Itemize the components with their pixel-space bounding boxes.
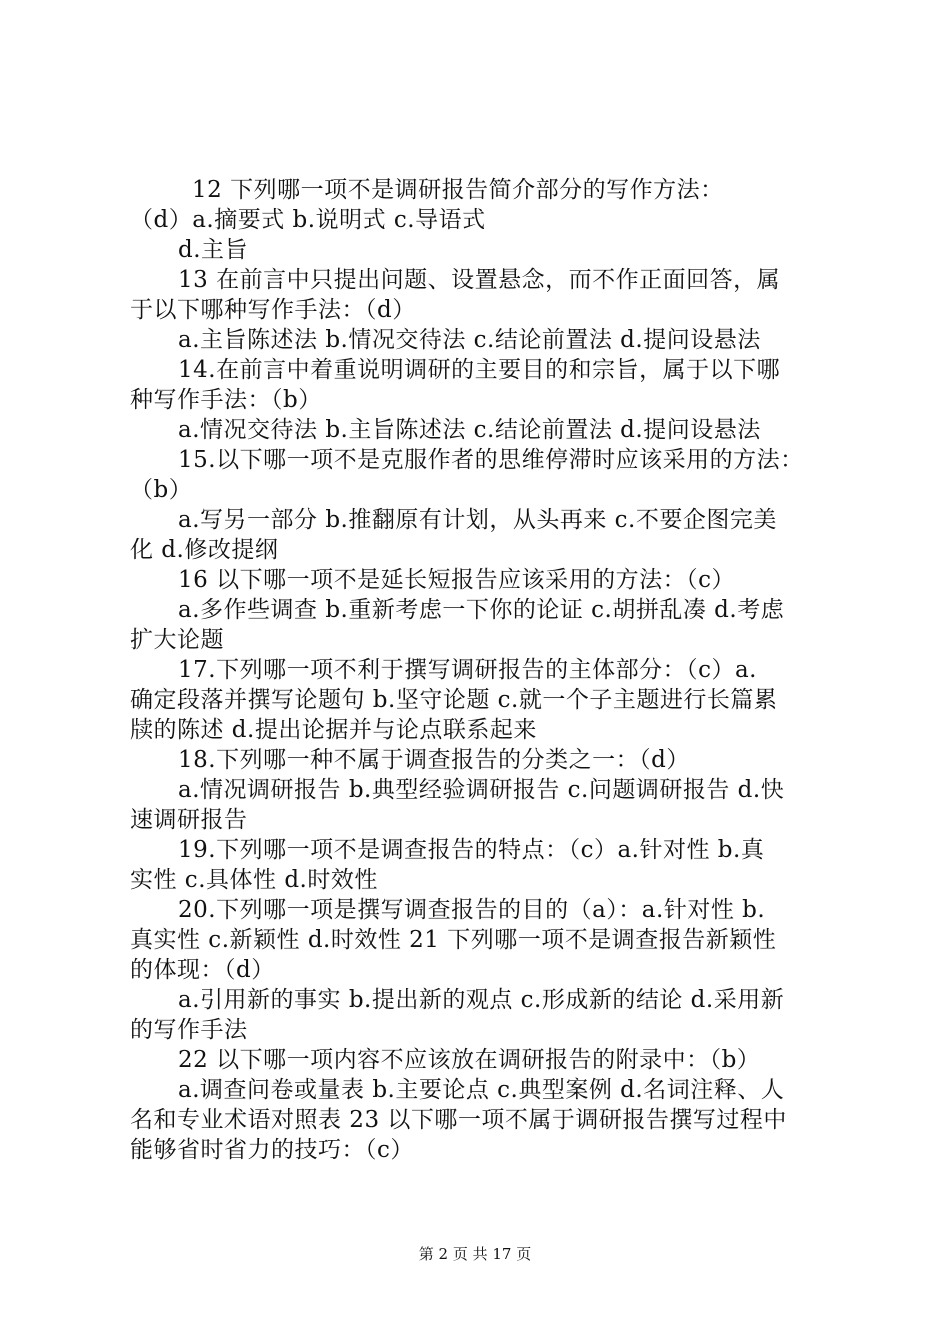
document-body bbox=[130, 175, 830, 1165]
text-line: 的写作手法 bbox=[130, 1017, 248, 1043]
text-line: 确定段落并撰写论题句 b.坚守论题 c.就一个子主题进行长篇累 bbox=[130, 687, 778, 713]
text-line: a.引用新的事实 b.提出新的观点 c.形成新的结论 d.采用新 bbox=[178, 987, 785, 1013]
page-footer: 第 2 页 共 17 页 bbox=[418, 1245, 532, 1263]
text-line: 能够省时省力的技巧：（c） bbox=[130, 1137, 414, 1163]
text-line: 16 以下哪一项不是延长短报告应该采用的方法：（c） bbox=[178, 567, 735, 593]
text-line: 的体现：（d） bbox=[130, 957, 275, 983]
text-line: 扩大论题 bbox=[130, 627, 224, 653]
text-line: a.写另一部分 b.推翻原有计划，从头再来 c.不要企图完美 bbox=[178, 507, 777, 533]
text-line: 15.以下哪一项不是克服作者的思维停滞时应该采用的方法： bbox=[178, 447, 804, 473]
text-line: a.主旨陈述法 b.情况交待法 c.结论前置法 d.提问设悬法 bbox=[178, 327, 761, 353]
text-line: 20.下列哪一项是撰写调查报告的目的（a）：a.针对性 b. bbox=[178, 897, 766, 923]
text-line: 19.下列哪一项不是调查报告的特点：（c）a.针对性 b.真 bbox=[178, 837, 765, 863]
text-line: a.情况交待法 b.主旨陈述法 c.结论前置法 d.提问设悬法 bbox=[178, 417, 761, 443]
text-line: （b） bbox=[130, 477, 193, 503]
text-line: 18.下列哪一种不属于调查报告的分类之一：（d） bbox=[178, 747, 690, 773]
text-line: a.多作些调查 b.重新考虑一下你的论证 c.胡拼乱凑 d.考虑 bbox=[178, 597, 785, 623]
text-line: 速调研报告 bbox=[130, 807, 248, 833]
text-line: 实性 c.具体性 d.时效性 bbox=[130, 867, 378, 893]
text-line: 17.下列哪一项不利于撰写调研报告的主体部分：（c）a. bbox=[178, 657, 757, 683]
text-line: 名和专业术语对照表 23 以下哪一项不属于调研报告撰写过程中 bbox=[130, 1107, 787, 1133]
text-line: 于以下哪种写作手法：（d） bbox=[130, 297, 416, 323]
text-line: 22 以下哪一项内容不应该放在调研报告的附录中：（b） bbox=[178, 1047, 761, 1073]
text-line: 真实性 c.新颖性 d.时效性 21 下列哪一项不是调查报告新颖性 bbox=[130, 927, 777, 953]
text-line: d.主旨 bbox=[178, 237, 249, 263]
text-line: 13 在前言中只提出问题、设置悬念，而不作正面回答，属 bbox=[178, 267, 781, 293]
text-line: （d）a.摘要式 b.说明式 c.导语式 bbox=[130, 207, 486, 233]
text-line: a.调查问卷或量表 b.主要论点 c.典型案例 d.名词注释、人 bbox=[178, 1077, 785, 1103]
text-line: 14.在前言中着重说明调研的主要目的和宗旨，属于以下哪 bbox=[178, 357, 781, 383]
text-line: 种写作手法：（b） bbox=[130, 387, 322, 413]
text-line: a.情况调研报告 b.典型经验调研报告 c.问题调研报告 d.快 bbox=[178, 777, 785, 803]
text-line: 12 下列哪一项不是调研报告简介部分的写作方法： bbox=[192, 177, 724, 203]
text-line: 牍的陈述 d.提出论据并与论点联系起来 bbox=[130, 717, 537, 743]
text-line: 化 d.修改提纲 bbox=[130, 537, 279, 563]
